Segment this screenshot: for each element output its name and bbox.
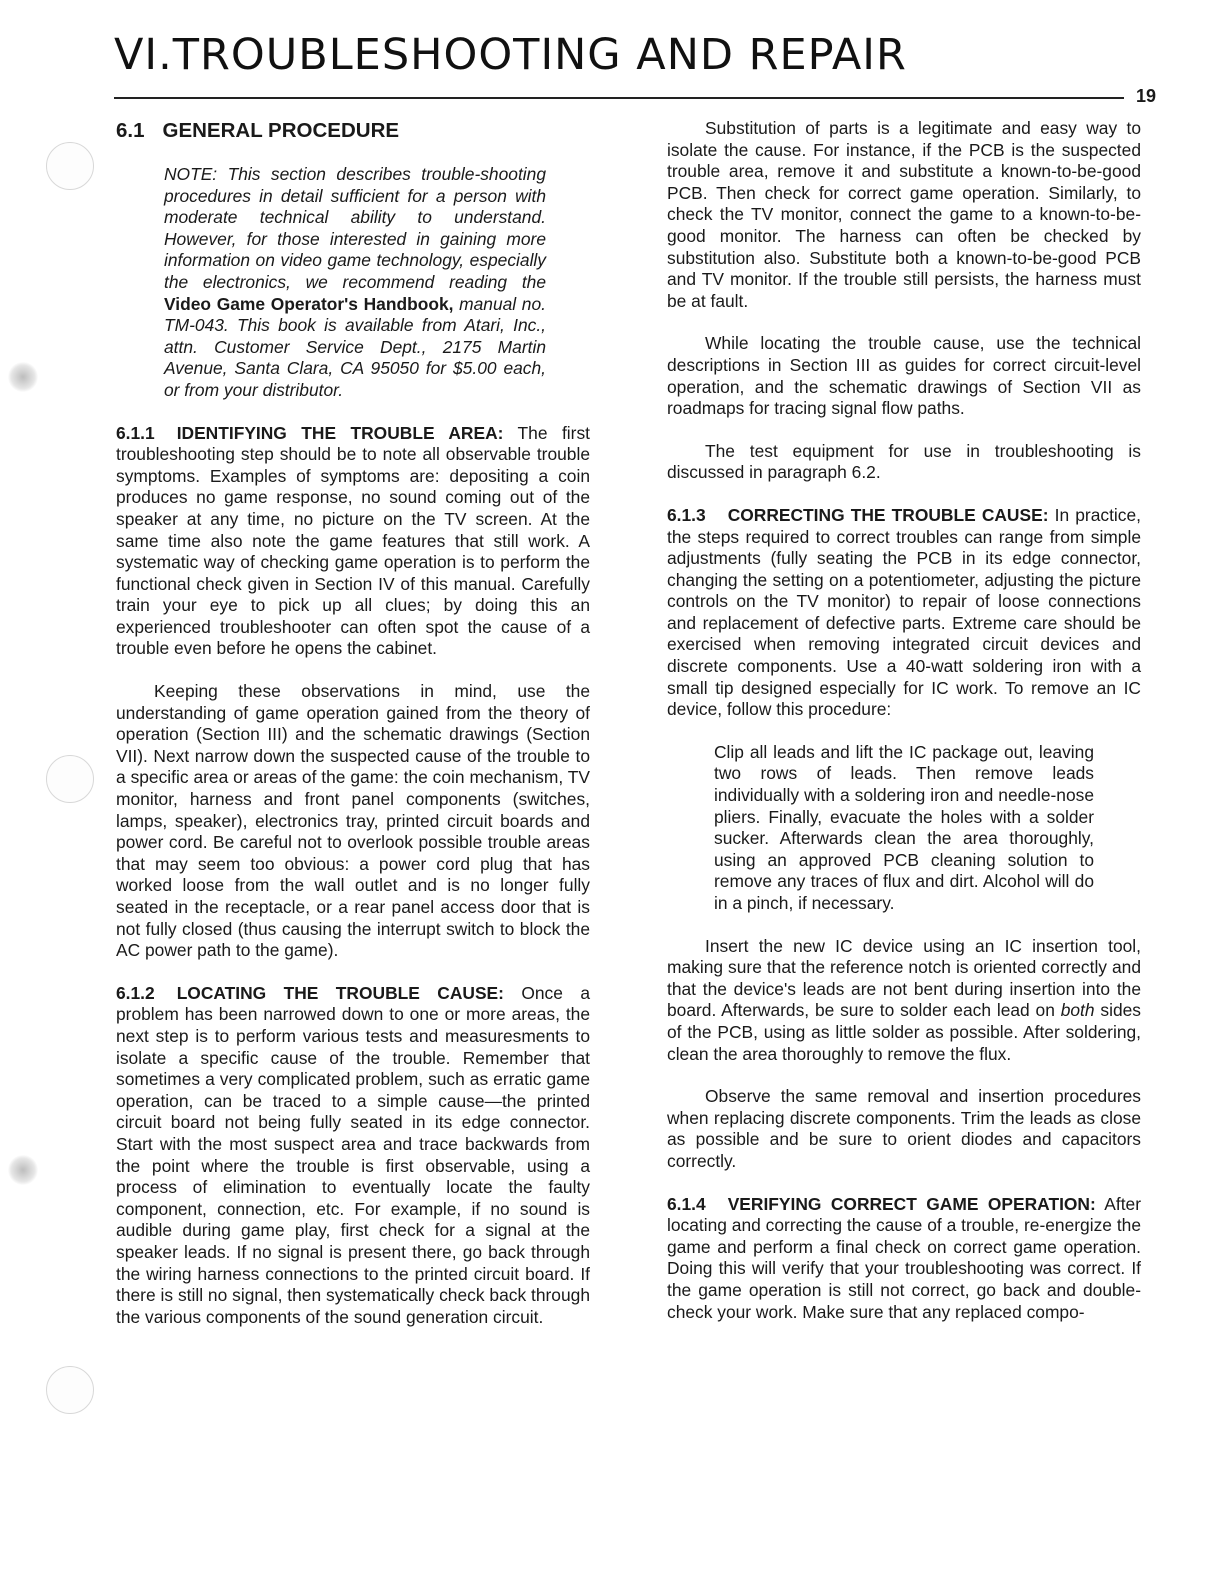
right-column <box>667 118 1141 1323</box>
note-paragraph <box>164 164 546 402</box>
binder-hole-bottom <box>46 1366 94 1414</box>
subsection-number: 6.1.1 <box>116 422 155 443</box>
subsection-6-1-3 <box>667 505 1141 721</box>
subsection-text: In practice, the steps required to correct troubles can range from simple adjustments (fully seating the PCB in its edge connector, changing the setting on a potentiometer, adjusting the picture controls on the TV monitor) to repair of loose connections and replacement of defective parts. Extreme care should be exercised when removing integrated circuit devices and discrete components. Use a 40-watt soldering iron with a small tip designed especially for IC work. To remove an IC device, follow this procedure: <box>667 504 1141 720</box>
subsection-title: LOCATING THE TROUBLE CAUSE: <box>176 982 504 1003</box>
binder-hole-top <box>46 142 94 190</box>
page-number: 19 <box>1136 86 1157 106</box>
subsection-number: 6.1.2 <box>116 982 155 1003</box>
subsection-number: 6.1.3 <box>667 504 706 525</box>
chapter-title: VI.TROUBLESHOOTING AND REPAIR <box>114 30 907 80</box>
subsection-title: VERIFYING CORRECT GAME OPERATION: <box>727 1193 1096 1214</box>
subsection-6-1-4 <box>667 1194 1141 1324</box>
insert-text-1: Insert the new IC device using an IC insertion tool, making sure that the reference notch is oriented correctly and that the device's leads are not bent during insertion into the board. Afterwards, be sure to solder each lead on <box>667 935 1141 1021</box>
subsection-6-1-1 <box>116 423 590 661</box>
section-number: 6.1 <box>116 119 145 142</box>
scan-smudge <box>8 362 38 392</box>
section-title: GENERAL PROCEDURE <box>162 119 400 142</box>
ic-removal-procedure: Clip all leads and lift the IC package out, leaving two rows of leads. Then remove leads individually with a soldering iron and needle-nose pliers. Finally, evacuate the holes with a solder sucker. Afterwards clean the area thoroughly, using an approved PCB cleaning solution to remove any traces of flux and dirt. Alcohol will do in a pinch, if necessary. <box>714 741 1094 913</box>
handbook-title: Video Game Operator's Handbook, <box>164 293 454 314</box>
subsection-text: The first troubleshooting step should be to note all observable trouble symptoms. Examples of symptoms are: depositing a coin produces no game response, no sound coming out of the speaker at any time, no picture on the TV screen. At the same time also note the game features that still work. A systematic way of checking game operation is to perform the functional check given in Section IV of this manual. Carefully train your eye to pick up all clues; by doing this an experienced troubleshooter can often spot the cause of a trouble even before he opens the cabinet. <box>116 422 590 659</box>
insert-text-2: sides of the PCB, using as little solder as possible. After soldering, clean the area thoroughly to remove the flux. <box>667 1000 1141 1064</box>
paragraph-keeping: Keeping these observations in mind, use the understanding of game operation gained from the theory of operation (Section III) and the schematic drawings (Section VII). Next narrow down the suspected cause of the trouble to a specific area or areas of the game: the coin mechanism, TV monitor, harness and front panel components (switches, lamps, speaker), electronics tray, printed circuit boards and power cord. Be careful not to overlook possible trouble areas that may seem too obvious: a power cord plug that has worked loose from the wall outlet and is no longer fully seated in the receptacle, or a rear panel access door that is not fully closed (thus causing the interrupt switch to block the AC power path to the game). <box>116 681 590 961</box>
subsection-text: Once a problem has been narrowed down to one or more areas, the next step is to perform various tests and measuresments to isolate a specific cause of the trouble. Remember that sometimes a very complicated problem, such as erratic game operation, can be traced to a simple cause—the printed circuit board not being fully seated in its edge connector. Start with the most suspect area and trace backwards from the point where the trouble is first observable, using a process of elimination to eventually locate the faulty component, connection, etc. For example, if no sound is audible during game play, first check for a signal at the speaker leads. If no signal is present there, go back through the wiring harness connections to the printed circuit board. If there is still no signal, then systematically check back through the various components of the sound generation circuit. <box>116 982 590 1327</box>
paragraph-while: While locating the trouble cause, use the technical descriptions in Section III as guides for correct circuit-level operation, and the schematic drawings of Section VII as roadmaps for tracing signal flow paths. <box>667 333 1141 419</box>
paragraph-test-equipment: The test equipment for use in troubleshooting is discussed in paragraph 6.2. <box>667 440 1141 483</box>
paragraph-insert <box>667 936 1141 1066</box>
binder-hole-middle <box>46 755 94 803</box>
subsection-number: 6.1.4 <box>667 1193 706 1214</box>
section-heading <box>116 119 590 143</box>
subsection-title: IDENTIFYING THE TROUBLE AREA: <box>176 422 504 443</box>
scan-smudge <box>8 1155 38 1185</box>
header-rule <box>114 97 1124 99</box>
subsection-6-1-2 <box>116 983 590 1329</box>
emphasis-both: both <box>1060 1000 1095 1021</box>
note-text-1: NOTE: This section describes trouble-shooting procedures in detail sufficient for a person with moderate technical ability to understand. However, for those interested in gaining more information on video game technology, especially the electronics, we recommend reading the <box>164 164 546 292</box>
paragraph-observe: Observe the same removal and insertion procedures when replacing discrete components. Trim the leads as close as possible and be sure to orient diodes and capacitors correctly. <box>667 1086 1141 1171</box>
note-text-2: manual no. TM-043. This book is available from Atari, Inc., attn. Customer Service Dept., 2175 Martin Avenue, Santa Clara, CA 95050 for $5.00 each, or from your distributor. <box>164 293 546 400</box>
subsection-text: After locating and correcting the cause of a trouble, re-energize the game and perform a final check on correct game operation. Doing this will verify that your troubleshooting was correct. If the game operation is still not correct, go back and double-check your work. Make sure that any replaced compo- <box>667 1193 1141 1322</box>
paragraph-substitution: Substitution of parts is a legitimate and easy way to isolate the cause. For instance, if the PCB is the suspected trouble area, remove it and substitute a known-to-be-good PCB. Then check for correct game operation. Similarly, to check the TV monitor, connect the game to a known-to-be-good monitor. The harness can often be checked by substitution also. Substitute both a known-to-be-good PCB and TV monitor. If the trouble still persists, the harness must be at fault. <box>667 118 1141 311</box>
subsection-title: CORRECTING THE TROUBLE CAUSE: <box>727 504 1049 525</box>
left-column <box>116 118 590 1328</box>
